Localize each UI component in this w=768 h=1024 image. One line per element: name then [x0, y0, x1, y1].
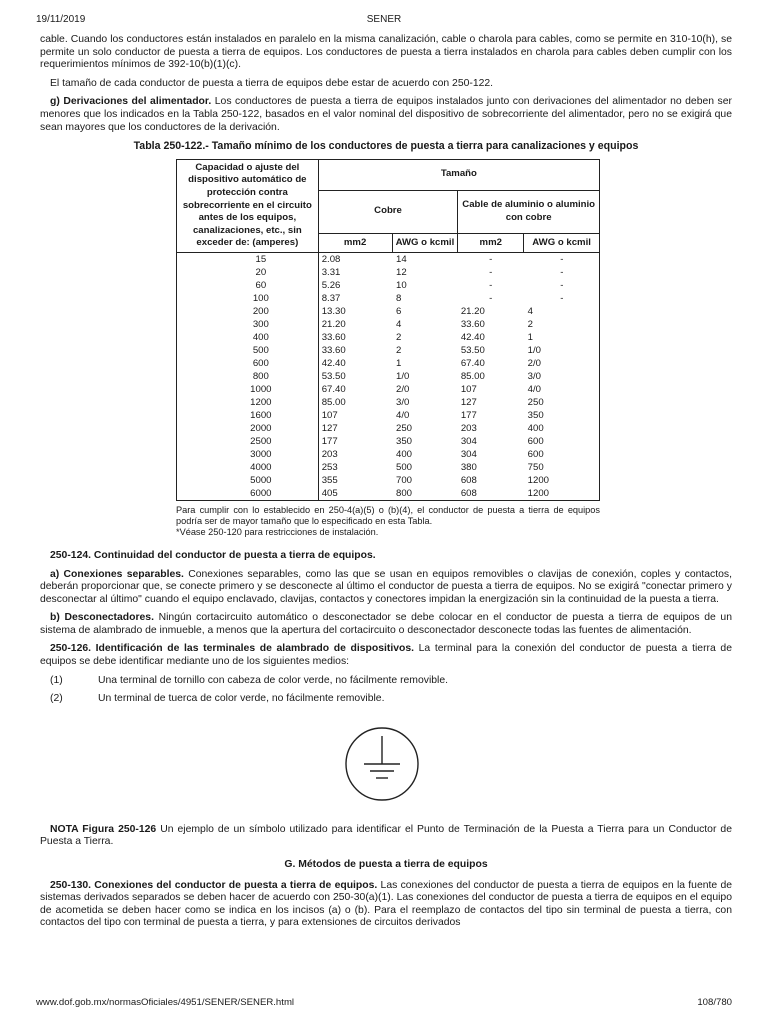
cell-ampere-rating: 800 [177, 370, 319, 383]
cell-aluminum-mm2: 67.40 [460, 357, 485, 369]
table-row [177, 448, 600, 461]
cell-copper-awg: 12 [396, 266, 407, 278]
cell-aluminum-mm2: 380 [460, 461, 477, 473]
site-name: SENER [366, 14, 402, 25]
cell-ampere-rating: 1000 [177, 383, 319, 396]
cell-copper-awg: 2/0 [396, 383, 410, 395]
cell-copper-mm2: 33.60 [318, 344, 392, 357]
feeder-taps-text: Los conductores de puesta a tierra de equipos instalados junto con derivaciones del alimentador no deben ser menores que los indicados en la Tabla 250-122, basados en el valor nominal del dispositivo de sobrecorriente del alimentador, pero no se exigirá que sean mayores que los conductores de la derivación. [40, 96, 732, 133]
section-250-130-title: 250-130. Conexiones del conductor de puesta a tierra de equipos. [50, 879, 378, 891]
list-item-text: Un terminal de tuerca de color verde, no fácilmente removible. [98, 693, 385, 705]
cell-aluminum-mm2: 107 [460, 383, 477, 395]
print-date: 19/11/2019 [36, 14, 86, 25]
disconnectors-title: b) Desconectadores. [50, 612, 154, 624]
table-row [177, 396, 600, 409]
cell-copper-awg: 4 [396, 318, 402, 330]
table-row [177, 331, 600, 344]
cell-copper-awg: 1 [396, 357, 402, 369]
cell-aluminum-mm2: 127 [460, 396, 477, 408]
cell-aluminum-mm2: 177 [460, 409, 477, 421]
section-250-126-paragraph [40, 643, 732, 668]
cell-copper-awg: 700 [396, 474, 413, 486]
list-item [50, 675, 732, 688]
size-paragraph: El tamaño de cada conductor de puesta a tierra de equipos debe estar de acuerdo con 250-122. [50, 77, 494, 89]
cell-aluminum-mm2: 304 [460, 448, 477, 460]
cell-copper-awg: 350 [396, 435, 413, 447]
cell-aluminum-awg: 2/0 [524, 357, 600, 370]
feeder-taps-paragraph [40, 96, 732, 134]
cell-aluminum-mm2: 33.60 [460, 318, 485, 330]
cell-aluminum-mm2: 608 [458, 487, 524, 501]
table-note-2: *Véase 250-120 para restricciones de instalación. [176, 526, 379, 537]
table-row [177, 370, 600, 383]
cell-aluminum-awg: 2 [524, 318, 600, 331]
cell-copper-awg: 14 [396, 253, 407, 265]
cell-copper-mm2: 177 [318, 435, 392, 448]
cell-copper-mm2: 53.50 [318, 370, 392, 383]
header-copper-awg: AWG o kcmil [392, 233, 458, 252]
cell-ampere-rating: 500 [177, 344, 319, 357]
cell-aluminum-awg: 400 [524, 422, 600, 435]
header-copper-mm2: mm2 [318, 233, 392, 252]
cell-aluminum-awg: - [524, 292, 600, 305]
table-row [177, 292, 600, 305]
section-250-126-title: 250-126. Identificación de las terminales de alambrado de dispositivos. [50, 643, 414, 655]
cell-aluminum-mm2: 85.00 [460, 370, 485, 382]
cell-ampere-rating: 200 [177, 305, 319, 318]
cell-aluminum-awg: 1/0 [524, 344, 600, 357]
ground-terminal-symbol-icon [342, 724, 422, 804]
section-g-heading: G. Métodos de puesta a tierra de equipos [284, 859, 488, 871]
cell-ampere-rating: 6000 [177, 487, 319, 501]
cell-aluminum-mm2: 53.50 [460, 344, 485, 356]
disconnectors-text: Ningún cortacircuito automático o desconectador se debe colocar en el conductor de puesta a tierra de equipos de un sistema de alambrado de inmueble, a menos que la apertura del cortacircuito o desconectador desconecte todas las fuentes de alimentación. [40, 612, 732, 636]
cell-copper-awg: 2 [396, 344, 402, 356]
cell-aluminum-awg: 250 [524, 396, 600, 409]
cell-copper-mm2: 5.26 [318, 279, 392, 292]
table-row [177, 266, 600, 279]
table-row [177, 305, 600, 318]
cell-aluminum-mm2: 203 [460, 422, 477, 434]
cell-copper-mm2: 8.37 [318, 292, 392, 305]
table-row [177, 318, 600, 331]
cell-copper-mm2: 33.60 [318, 331, 392, 344]
table-title: Tabla 250-122.- Tamaño mínimo de los conductores de puesta a tierra para canalizaciones y equipos [133, 140, 639, 153]
table-row [177, 461, 600, 474]
cell-copper-mm2: 127 [318, 422, 392, 435]
cell-ampere-rating: 100 [177, 292, 319, 305]
cell-aluminum-awg: 1 [524, 331, 600, 344]
section-250-126-text: La terminal para la conexión del conductor de puesta a tierra de equipos se debe identificar mediante uno de los siguientes medios: [40, 643, 732, 668]
document-body [40, 34, 732, 936]
separable-connections-paragraph [40, 569, 732, 607]
header-size: Tamaño [318, 159, 599, 190]
list-item-text: Una terminal de tornillo con cabeza de color verde, no fácilmente removible. [98, 674, 448, 686]
table-row [177, 344, 600, 357]
cell-aluminum-awg: 350 [524, 409, 600, 422]
cell-aluminum-mm2: - [489, 292, 493, 304]
feeder-taps-title: g) Derivaciones del alimentador. [50, 96, 212, 108]
cell-ampere-rating: 20 [177, 266, 319, 279]
header-aluminum-mm2: mm2 [458, 233, 524, 252]
cell-ampere-rating: 60 [177, 279, 319, 292]
cell-aluminum-mm2: - [489, 253, 493, 265]
cell-aluminum-awg: 750 [524, 461, 600, 474]
table-note-1: Para cumplir con lo establecido en 250-4(a)(5) o (b)(4), el conductor de puesta a tierra de equipos podría ser de mayor tamaño que lo especificado en esta Tabla. [176, 504, 600, 526]
cell-copper-awg: 400 [396, 448, 413, 460]
header-aluminum: Cable de aluminio o aluminio con cobre [458, 190, 600, 233]
cell-aluminum-awg: - [524, 266, 600, 279]
table-row [177, 383, 600, 396]
cell-aluminum-awg: 600 [524, 448, 600, 461]
list-item [50, 693, 732, 706]
cell-copper-awg: 6 [396, 305, 402, 317]
cell-copper-mm2: 42.40 [318, 357, 392, 370]
disconnectors-paragraph [40, 612, 732, 637]
source-url: www.dof.gob.mx/normasOficiales/4951/SENER/SENER.html [36, 997, 295, 1008]
cell-copper-mm2: 355 [318, 474, 392, 487]
cell-ampere-rating: 400 [177, 331, 319, 344]
figure-note-label: NOTA Figura 250-126 [50, 823, 157, 835]
cell-copper-mm2: 253 [318, 461, 392, 474]
header-capacity: Capacidad o ajuste del dispositivo automático de protección contra sobrecorriente en el circuito antes de los equipos, canalizaciones, etc., sin exceder de: (amperes) [177, 159, 319, 252]
table-row [177, 279, 600, 292]
table-notes [176, 505, 600, 538]
section-250-130-text: Las conexiones del conductor de puesta a tierra de equipos en la fuente de sistemas derivados separados se deben hacer de acuerdo con 250-30(a)(1). Las conexiones del conductor de puesta a tierra de equipos en el equipo de acometida se deben hacer como se indica en los incisos (a) o (b). Para el reemplazo de contactos del tipo sin terminal de puesta a tierra, con contactos del tipo con terminal de puesta a tierra, y para extensiones de circuitos derivados [40, 879, 732, 929]
cell-aluminum-mm2: 21.20 [460, 305, 485, 317]
cell-copper-mm2: 405 [318, 487, 392, 501]
cell-aluminum-awg: - [524, 279, 600, 292]
cell-copper-mm2: 107 [318, 409, 392, 422]
cell-copper-awg: 1/0 [396, 370, 410, 382]
cell-aluminum-awg: - [524, 252, 600, 266]
header-copper: Cobre [318, 190, 458, 233]
section-250-124-title: 250-124. Continuidad del conductor de puesta a tierra de equipos. [50, 549, 376, 561]
section-250-130-paragraph [40, 880, 732, 930]
cell-copper-awg: 8 [396, 292, 402, 304]
cell-aluminum-awg: 4/0 [524, 383, 600, 396]
cell-ampere-rating: 1600 [177, 409, 319, 422]
cell-ampere-rating: 3000 [177, 448, 319, 461]
figure-note-text: Un ejemplo de un símbolo utilizado para identificar el Punto de Terminación de la Puesta a Tierra para un Conductor de Puesta a Tierra. [40, 823, 732, 848]
figure-250-126 [40, 724, 732, 804]
cell-ampere-rating: 600 [177, 357, 319, 370]
cell-ampere-rating: 15 [177, 252, 319, 266]
cell-aluminum-mm2: 304 [460, 435, 477, 447]
cell-ampere-rating: 2000 [177, 422, 319, 435]
intro-paragraph: cable. Cuando los conductores están instalados en paralelo en la misma canalización, cable o charola para cables, como se permite en 310-10(h), se permite un solo conductor de puesta a tierra de equipos. Los conductores de puesta a tierra instalados en charola para cables deben cumplir con los requerimientos mínimos de 392-10(b)(1)(c). [40, 34, 732, 71]
list-item-number: (2) [50, 693, 63, 705]
cell-aluminum-mm2: - [489, 279, 493, 291]
list-item-number: (1) [50, 674, 63, 686]
cell-copper-mm2: 203 [318, 448, 392, 461]
table-row [177, 487, 600, 501]
cell-copper-awg: 4/0 [396, 409, 410, 421]
cell-copper-awg: 250 [396, 422, 413, 434]
header-aluminum-awg: AWG o kcmil [524, 233, 600, 252]
cell-copper-awg: 500 [396, 461, 413, 473]
table-row [177, 409, 600, 422]
table-row [177, 422, 600, 435]
cell-ampere-rating: 1200 [177, 396, 319, 409]
table-body [177, 252, 600, 500]
cell-copper-mm2: 85.00 [318, 396, 392, 409]
cell-aluminum-awg: 3/0 [524, 370, 600, 383]
cell-aluminum-mm2: - [489, 266, 493, 278]
cell-copper-mm2: 21.20 [318, 318, 392, 331]
cell-aluminum-mm2: 608 [460, 474, 477, 486]
cell-ampere-rating: 300 [177, 318, 319, 331]
figure-note-paragraph [40, 824, 732, 849]
cell-ampere-rating: 4000 [177, 461, 319, 474]
separable-connections-title: a) Conexiones separables. [50, 568, 184, 580]
cell-copper-mm2: 67.40 [318, 383, 392, 396]
grounding-size-table [176, 159, 600, 501]
cell-copper-awg: 800 [392, 487, 458, 501]
cell-aluminum-mm2: 42.40 [460, 331, 485, 343]
cell-copper-mm2: 3.31 [318, 266, 392, 279]
cell-aluminum-awg: 4 [524, 305, 600, 318]
cell-copper-mm2: 13.30 [318, 305, 392, 318]
cell-copper-awg: 10 [396, 279, 407, 291]
cell-ampere-rating: 2500 [177, 435, 319, 448]
separable-connections-text: Conexiones separables, como las que se usan en equipos removibles o clavijas de conexión, coples y contactos, deberán proporcionar que, se conecte primero y se desconecte al último el conductor de puesta a tierra de equipos. No se exigirá "conectar primero y desconectar al último" cuando el equipo enclavado, clavijas, contactos y conectores impidan la energización sin la continuidad de la puesta a tierra. [40, 568, 732, 605]
table-row [177, 474, 600, 487]
cell-aluminum-awg: 1200 [524, 487, 600, 501]
cell-copper-awg: 3/0 [396, 396, 410, 408]
page-number: 108/780 [697, 997, 732, 1008]
cell-copper-awg: 2 [396, 331, 402, 343]
cell-aluminum-awg: 600 [524, 435, 600, 448]
cell-ampere-rating: 5000 [177, 474, 319, 487]
cell-copper-mm2: 2.08 [318, 252, 392, 266]
cell-aluminum-awg: 1200 [524, 474, 600, 487]
table-row [177, 252, 600, 266]
table-row [177, 357, 600, 370]
table-row [177, 435, 600, 448]
